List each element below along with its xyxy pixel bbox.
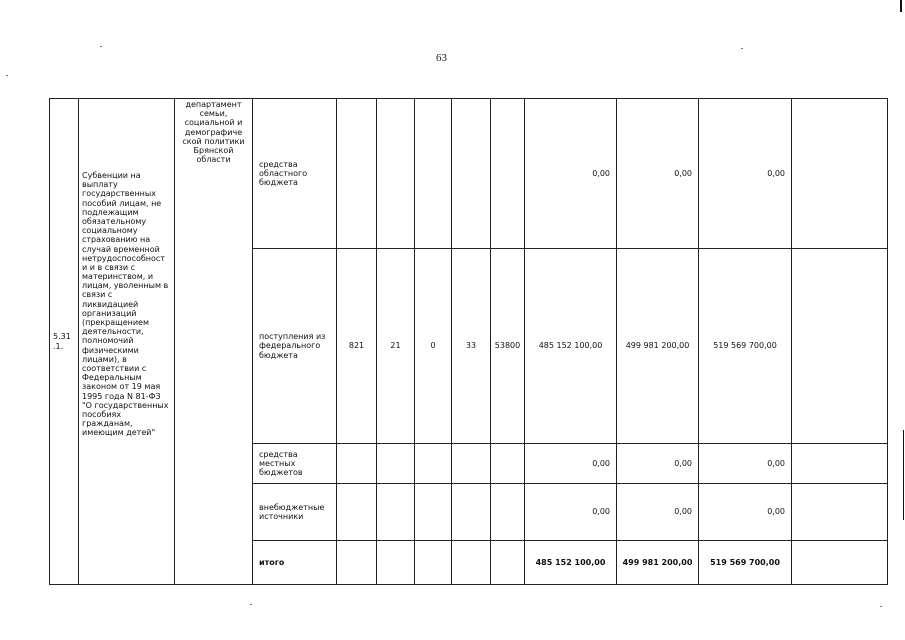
program-table [49,98,888,585]
code-cell [415,99,452,249]
page-number: 63 [436,52,447,64]
scan-speck [6,75,8,76]
row-number-cell [50,99,79,585]
value-year-2: 0,00 [617,484,699,541]
empty-cell [792,541,888,585]
scan-speck [741,48,743,49]
empty-cell [792,99,888,249]
row-executor: департамент семьи, социальной и демографиче ской политики Брянской области [182,100,245,165]
code-cell [337,541,377,585]
code-cell [377,541,415,585]
code-cell [377,484,415,541]
code-cell: 33 [452,249,491,444]
value-year-3: 0,00 [699,99,792,249]
code-cell [415,541,452,585]
scan-speck [880,606,882,607]
value-year-1: 485 152 100,00 [525,249,617,444]
code-cell: 821 [337,249,377,444]
value-year-3: 0,00 [699,484,792,541]
code-cell [452,99,491,249]
code-cell [337,484,377,541]
value-year-1: 0,00 [525,444,617,484]
code-cell: 0 [415,249,452,444]
code-cell [491,99,525,249]
code-cell [491,541,525,585]
scan-mark [900,0,902,12]
value-year-1: 485 152 100,00 [525,541,617,585]
value-year-3: 0,00 [699,444,792,484]
empty-cell [792,444,888,484]
value-year-2: 499 981 200,00 [617,249,699,444]
code-cell [337,444,377,484]
code-cell [377,444,415,484]
value-year-3: 519 569 700,00 [699,541,792,585]
code-cell [452,541,491,585]
executor-cell [175,99,253,585]
value-year-1: 0,00 [525,484,617,541]
source-name: средства областного бюджета [253,99,337,249]
code-cell [452,444,491,484]
source-name: внебюджетные источники [253,484,337,541]
empty-cell [792,484,888,541]
description-cell [79,99,175,585]
empty-cell [792,249,888,444]
code-cell: 21 [377,249,415,444]
row-number: 5.31 .1. [53,332,71,351]
source-name: поступления из федерального бюджета [253,249,337,444]
value-year-2: 499 981 200,00 [617,541,699,585]
code-cell [415,484,452,541]
row-description: Субвенции на выплату государственных пособий лицам, не подлежащим обязательному социальному страхованию на случай временной нетрудоспособност и и в связи с материнством, и лицам, уволенным в связи с ликвидацией организаций (прекращением деятельности, полномочий физическими лицами), в соответствии с Федеральным законом от 19 мая 1995 года N 81-ФЗ "О государственных пособиях гражданам, имеющим детей" [82,171,169,438]
source-name: средства местных бюджетов [253,444,337,484]
scan-speck [100,46,102,47]
scan-speck [250,604,252,605]
code-cell [491,484,525,541]
value-year-1: 0,00 [525,99,617,249]
table-row [50,99,888,249]
scan-mark [903,430,904,520]
value-year-3: 519 569 700,00 [699,249,792,444]
source-name: итого [253,541,337,585]
value-year-2: 0,00 [617,444,699,484]
value-year-2: 0,00 [617,99,699,249]
code-cell [491,444,525,484]
code-cell [377,99,415,249]
code-cell [452,484,491,541]
code-cell [337,99,377,249]
code-cell: 53800 [491,249,525,444]
code-cell [415,444,452,484]
